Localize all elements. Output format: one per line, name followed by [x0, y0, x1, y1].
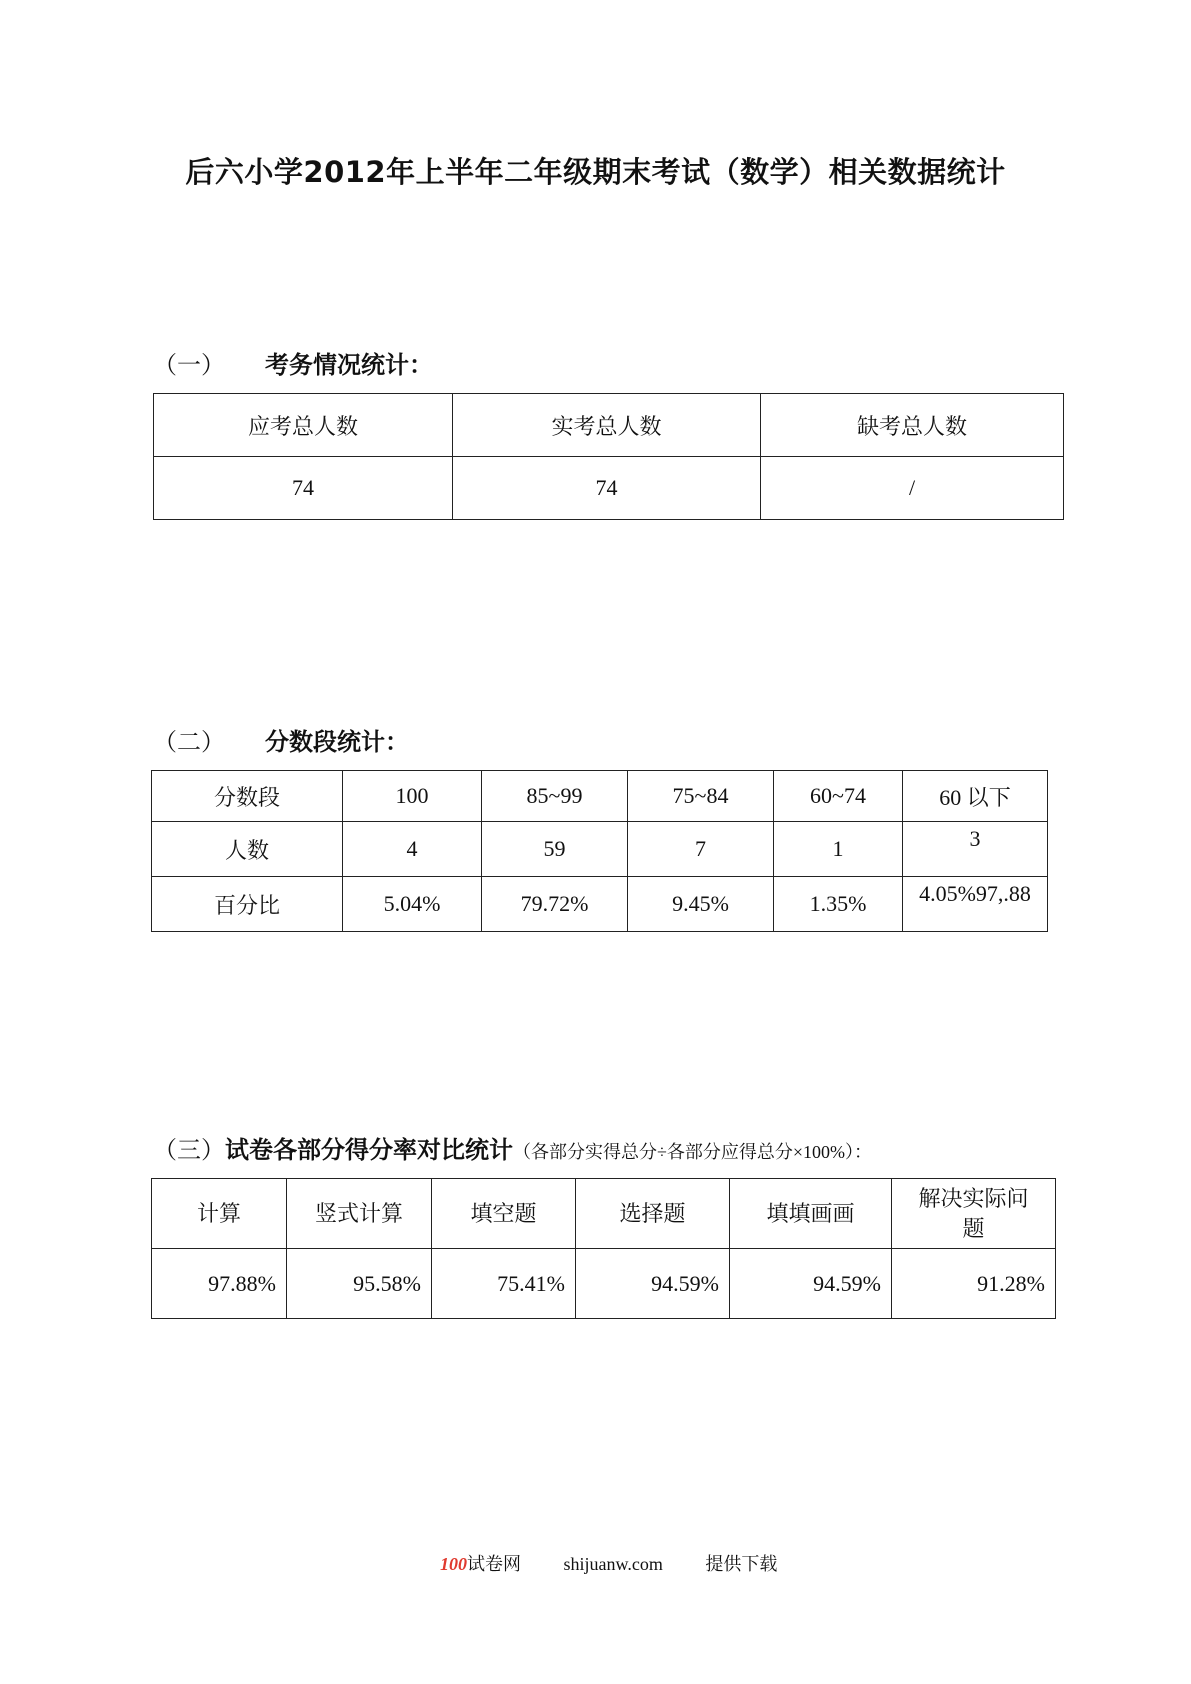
value-cell: 9.45%	[628, 877, 774, 932]
value-cell: 97.88%	[152, 1249, 287, 1319]
value-cell: /	[761, 457, 1064, 520]
header-cell: 75~84	[628, 771, 774, 822]
value-cell: 1	[774, 822, 903, 877]
value-cell: 75.41%	[432, 1249, 576, 1319]
section3-number: （三）	[153, 1136, 225, 1164]
section3-heading	[153, 1130, 872, 1165]
value-cell: 94.59%	[730, 1249, 892, 1319]
table-row	[152, 1249, 1056, 1319]
row-label: 分数段	[152, 771, 343, 822]
site-url: shijuanw.com	[563, 1554, 663, 1574]
header-cell: 60 以下	[903, 771, 1048, 822]
download-note: 提供下载	[705, 1554, 778, 1574]
header-cell: 缺考总人数	[761, 394, 1064, 457]
value-cell: 4	[343, 822, 482, 877]
value-cell: 7	[628, 822, 774, 877]
table-row	[152, 877, 1048, 932]
header-cell: 85~99	[482, 771, 628, 822]
header-cell: 实考总人数	[453, 394, 761, 457]
table-row	[152, 771, 1048, 822]
section1-number: （一）	[153, 351, 225, 379]
table-row	[152, 1179, 1056, 1249]
value-cell: 79.72%	[482, 877, 628, 932]
section1-label: 考务情况统计：	[265, 351, 433, 379]
value-cell: 91.28%	[892, 1249, 1056, 1319]
row-label: 百分比	[152, 877, 343, 932]
header-cell: 100	[343, 771, 482, 822]
exam-attendance-table	[153, 393, 1064, 520]
page-footer	[440, 1550, 777, 1576]
value-cell: 1.35%	[774, 877, 903, 932]
header-cell: 应考总人数	[154, 394, 453, 457]
site-logo: 100	[440, 1554, 467, 1574]
value-cell: 59	[482, 822, 628, 877]
header-cell: 解决实际问题	[892, 1179, 1056, 1249]
header-cell: 填空题	[432, 1179, 576, 1249]
header-cell: 计算	[152, 1179, 287, 1249]
score-range-table	[151, 770, 1048, 932]
value-cell: 74	[154, 457, 453, 520]
section1-heading	[153, 345, 433, 380]
document-title: 后六小学2012年上半年二年级期末考试（数学）相关数据统计	[185, 155, 1006, 189]
section2-number: （二）	[153, 728, 225, 756]
value-cell: 95.58%	[287, 1249, 432, 1319]
section2-label: 分数段统计：	[265, 728, 409, 756]
header-cell: 60~74	[774, 771, 903, 822]
header-cell: 选择题	[576, 1179, 730, 1249]
value-cell: 3	[903, 822, 1048, 877]
value-cell: 5.04%	[343, 877, 482, 932]
value-cell: 4.05%97,.88	[903, 877, 1048, 932]
site-logo-text: 试卷网	[467, 1554, 521, 1574]
header-cell: 竖式计算	[287, 1179, 432, 1249]
value-cell: 94.59%	[576, 1249, 730, 1319]
header-cell: 填填画画	[730, 1179, 892, 1249]
table-row	[152, 822, 1048, 877]
row-label: 人数	[152, 822, 343, 877]
section3-label: 试卷各部分得分率对比统计	[225, 1136, 513, 1164]
section2-heading	[153, 722, 409, 757]
value-cell: 74	[453, 457, 761, 520]
section3-note: （各部分实得总分÷各部分应得总分×100%）：	[513, 1142, 873, 1162]
section-score-rate-table	[151, 1178, 1056, 1319]
